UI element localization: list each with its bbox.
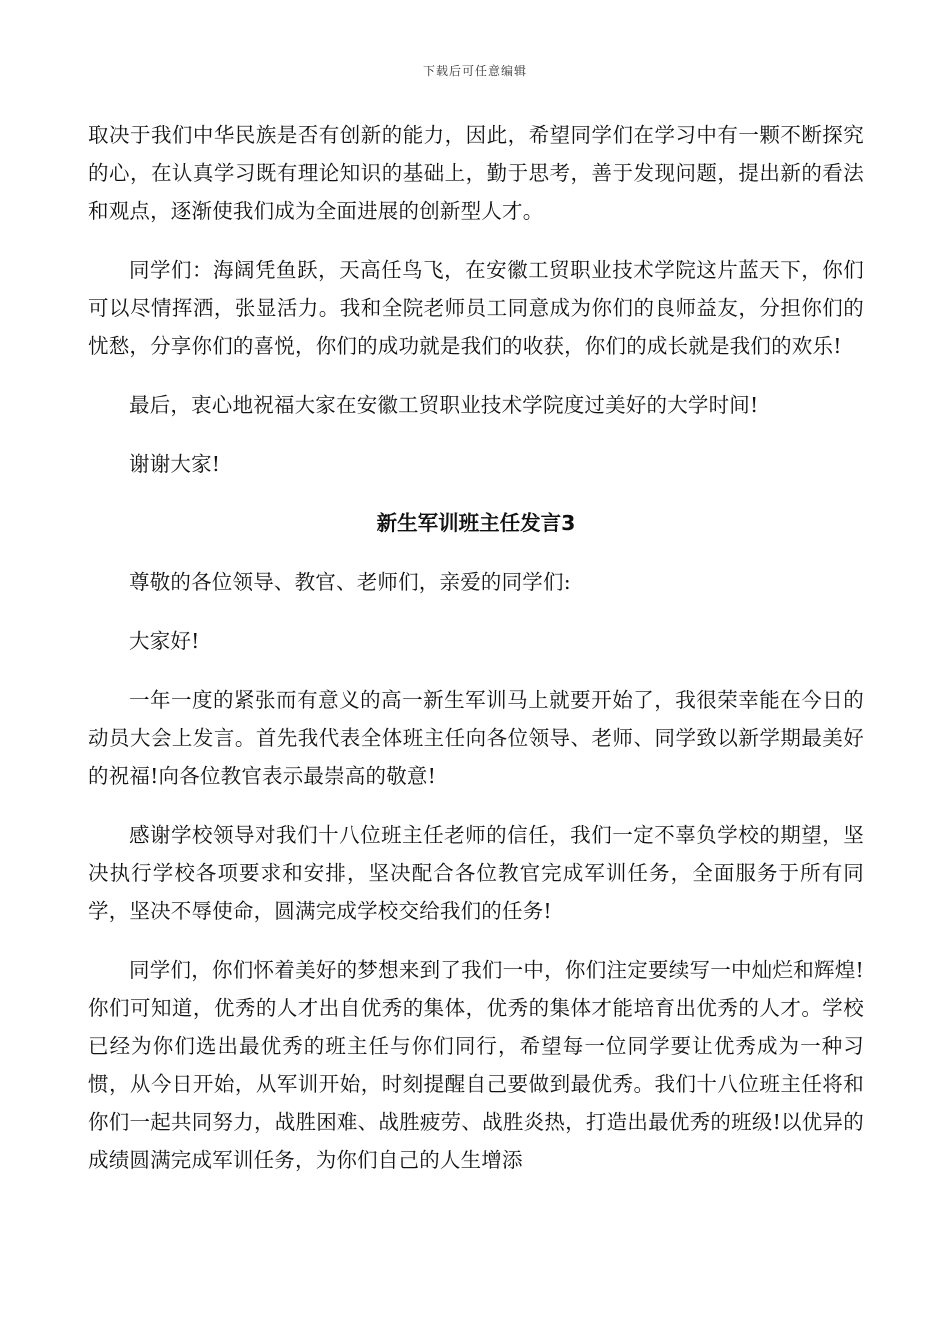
section-heading: 新生军训班主任发言3 (376, 511, 576, 535)
document-body (88, 116, 864, 1200)
paragraph-continuation: 取决于我们中华民族是否有创新的能力，因此，希望同学们在学习中有一颗不断探究的心，在认真学习既有理论知识的基础上，勤于思考，善于发现问题，提出新的看法和观点，逐渐使我们成为全面进展的创新型人才。 (88, 123, 864, 223)
paragraph-thanks: 谢谢大家! (129, 452, 221, 476)
page-header-note: 下载后可任意编辑 (422, 64, 527, 78)
paragraph-closing-wish: 最后，衷心地祝福大家在安徽工贸职业技术学院度过美好的大学时间! (129, 393, 759, 417)
paragraph-opening: 一年一度的紧张而有意义的高一新生军训马上就要开始了，我很荣幸能在今日的动员大会上发言。首先我代表全体班主任向各位领导、老师、同学致以新学期最美好的祝福!向各位教官表示最崇高的敬意! (88, 688, 864, 788)
paragraph-students: 同学们，你们怀着美好的梦想来到了我们一中，你们注定要续写一中灿烂和辉煌!你们可知道，优秀的人才出自优秀的集体，优秀的集体才能培育出优秀的人才。学校已经为你们选出最优秀的班主任与你们同行，希望每一位同学要让优秀成为一种习惯，从今日开始，从军训开始，时刻提醒自己要做到最优秀。我们十八位班主任将和你们一起共同努力，战胜困难、战胜疲劳、战胜炎热，打造出最优秀的班级!以优异的成绩圆满完成军训任务，为你们自己的人生增添 (88, 958, 864, 1172)
paragraph-greeting: 大家好! (129, 629, 200, 653)
paragraph-encouragement: 同学们：海阔凭鱼跃，天高任鸟飞，在安徽工贸职业技术学院这片蓝天下，你们可以尽情挥洒，张显活力。我和全院老师员工同意成为你们的良师益友，分担你们的忧愁，分享你们的喜悦，你们的成功就是我们的收获，你们的成长就是我们的欢乐! (88, 258, 864, 358)
paragraph-gratitude: 感谢学校领导对我们十八位班主任老师的信任，我们一定不辜负学校的期望，坚决执行学校各项要求和安排，坚决配合各位教官完成军训任务，全面服务于所有同学，坚决不辱使命，圆满完成学校交给我们的任务! (88, 823, 864, 923)
paragraph-salutation: 尊敬的各位领导、教官、老师们，亲爱的同学们: (129, 570, 571, 594)
